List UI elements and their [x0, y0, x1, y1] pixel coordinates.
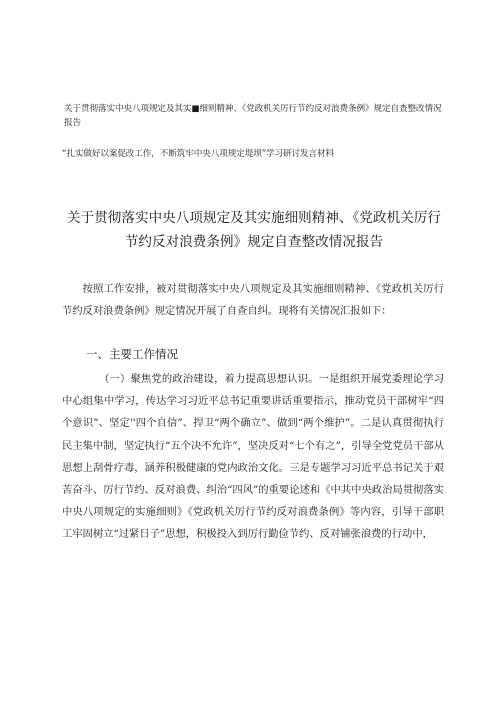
toc-entry-speech[interactable]: “扎实做好以案促改工作，不断筑牢中央八项规定堤坝”学习研讨发言材料 [62, 149, 335, 159]
toc-entry-report[interactable]: 关于贯彻落实中央八项规定及其实■细则精神、《党政机关厉行节约反对浪费条例》规定自查整改情况报告 [64, 104, 442, 128]
section-heading: 一、主要工作情况 [86, 347, 178, 361]
intro-paragraph: 按照工作安排，被对贯彻落实中央八项规定及其实施细则精神、《党政机关厉行节约反对浪费条例》规定情况开展了自查自纠。现将有关情况汇报如下： [62, 283, 444, 318]
body-paragraph: （一）聚焦党的政治建设，着力提高思想认识。一是组织开展党委理论学习中心组集中学习，传达学习习近平总书记重要讲话重要指示，推动党员干部树牢“四个意识”、坚定''四个自信”、捍卫“两个确立”、做到“两个维护”。二是认真贯彻执行民主集中制，坚定执行“五个决不允许”，坚决反对“七个有之”，引导全党党员干部从思想上刮骨疗毒，涵养积极健康的党内政治文化。三是专题学习习近平总书记关于艰苦奋斗、厉行节约、反对浪费、纠治“四风”的重要论述和《中共中央政治局贯彻落实中央八项规定的实施细则》《党政机关厉行节约反对浪费条例》等内容，引导干部职工牢固树立“过紧日子”思想，积极投入到厉行勤俭节约、反对铺张浪费的行动中， [62, 373, 444, 541]
document-title: 关于贯彻落实中央八项规定及其实施细则精神、《党政机关厉行节约反对浪费条例》规定自查整改情况报告 [66, 210, 442, 250]
